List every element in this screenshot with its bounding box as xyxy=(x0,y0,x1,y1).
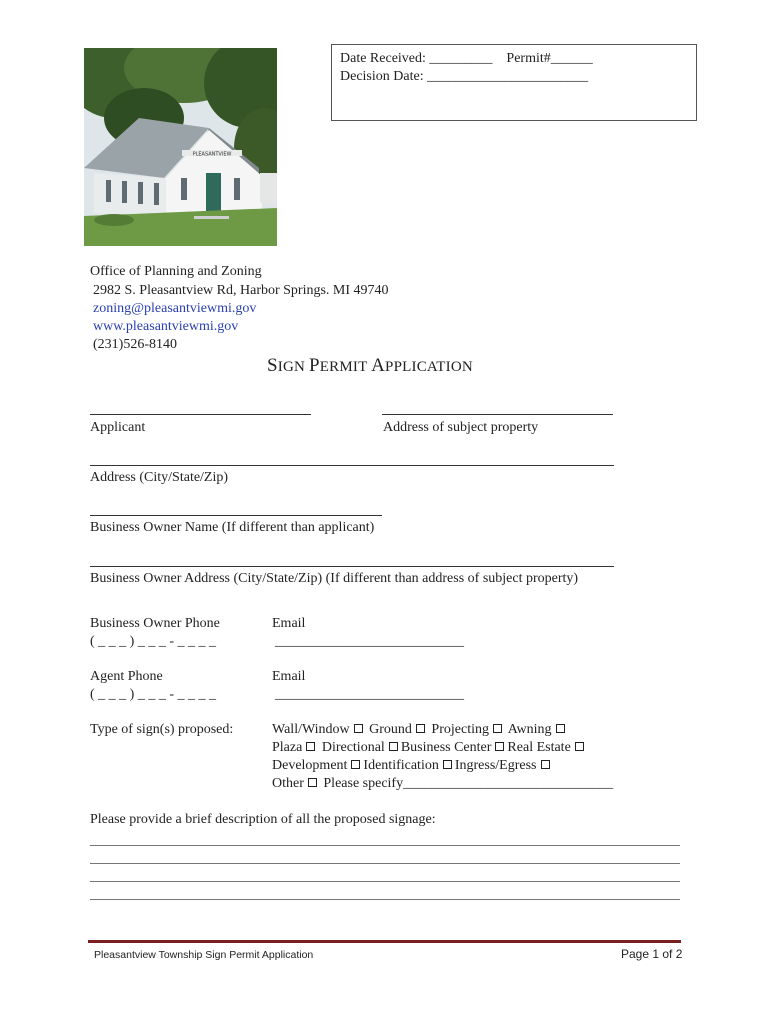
office-phone: (231)526-8140 xyxy=(93,337,177,352)
city-state-zip-input-line[interactable] xyxy=(90,465,614,466)
awning-checkbox[interactable] xyxy=(556,724,565,733)
sign-option-ingress-egress: Ingress/Egress xyxy=(454,758,537,773)
office-use-box xyxy=(331,44,697,121)
ingress-egress-checkbox[interactable] xyxy=(541,760,550,769)
footer-page-number: Page 1 of 2 xyxy=(621,947,683,961)
sign-option-ground: Ground xyxy=(369,722,412,737)
plaza-checkbox[interactable] xyxy=(306,742,315,751)
description-prompt: Please provide a brief description of all the proposed signage: xyxy=(90,812,436,827)
sign-type-label: Type of sign(s) proposed: xyxy=(90,722,234,737)
description-line-4[interactable] xyxy=(90,899,680,900)
other-checkbox[interactable] xyxy=(308,778,317,787)
sign-option-development: Development xyxy=(272,758,348,773)
sign-option-wall-window: Wall/Window xyxy=(272,722,350,737)
agent-phone-label: Agent Phone xyxy=(90,669,163,684)
decision-date-field[interactable]: Decision Date: _______________________ xyxy=(340,69,589,84)
directional-checkbox[interactable] xyxy=(389,742,398,751)
business-center-checkbox[interactable] xyxy=(495,742,504,751)
owner-email-field[interactable]: ___________________________ xyxy=(275,634,464,649)
page-title: SIGN PERMIT APPLICATION xyxy=(267,355,473,376)
please-specify-field[interactable]: Please specify______________________________ xyxy=(323,776,614,791)
owner-phone-field[interactable]: ( _ _ _ ) _ _ _ - _ _ _ _ xyxy=(90,634,216,649)
owner-name-input-line[interactable] xyxy=(90,515,382,516)
office-name: Office of Planning and Zoning xyxy=(90,264,262,279)
sign-option-other: Other xyxy=(272,776,304,791)
sign-type-row-1 xyxy=(272,722,568,738)
sign-option-identification: Identification xyxy=(363,758,439,773)
sign-type-row-2 xyxy=(272,740,587,756)
building-sign-text: PLEASANTVIEW xyxy=(192,151,232,158)
township-hall-photo xyxy=(84,48,277,246)
sign-option-real-estate: Real Estate xyxy=(507,740,571,755)
owner-address-label: Business Owner Address (City/State/Zip) (If different than address of subject property) xyxy=(90,571,579,586)
office-website-link[interactable]: www.pleasantviewmi.gov xyxy=(93,319,239,334)
development-checkbox[interactable] xyxy=(351,760,360,769)
real-estate-checkbox[interactable] xyxy=(575,742,584,751)
sign-option-plaza: Plaza xyxy=(272,740,303,755)
subject-address-input-line[interactable] xyxy=(382,414,613,415)
sign-option-business-center: Business Center xyxy=(400,740,492,755)
office-address: 2982 S. Pleasantview Rd, Harbor Springs. MI 49740 xyxy=(93,283,389,298)
applicant-label: Applicant xyxy=(90,420,146,435)
wall-window-checkbox[interactable] xyxy=(354,724,363,733)
agent-email-label: Email xyxy=(272,669,306,684)
office-email-link[interactable]: zoning@pleasantviewmi.gov xyxy=(93,301,257,316)
permit-number-field[interactable]: Permit#______ xyxy=(506,51,593,66)
sign-type-row-4 xyxy=(272,776,613,792)
identification-checkbox[interactable] xyxy=(443,760,452,769)
owner-name-label: Business Owner Name (If different than applicant) xyxy=(90,520,375,535)
applicant-input-line[interactable] xyxy=(90,414,311,415)
sign-type-row-3 xyxy=(272,758,553,774)
owner-phone-label: Business Owner Phone xyxy=(90,616,220,631)
owner-address-input-line[interactable] xyxy=(90,566,614,567)
projecting-checkbox[interactable] xyxy=(493,724,502,733)
agent-phone-field[interactable]: ( _ _ _ ) _ _ _ - _ _ _ _ xyxy=(90,687,216,702)
sign-option-awning: Awning xyxy=(507,722,552,737)
sign-option-directional: Directional xyxy=(321,740,385,755)
agent-email-field[interactable]: ___________________________ xyxy=(275,687,464,702)
city-state-zip-label: Address (City/State/Zip) xyxy=(90,470,229,485)
ground-checkbox[interactable] xyxy=(416,724,425,733)
description-line-3[interactable] xyxy=(90,881,680,882)
footer-document-title: Pleasantview Township Sign Permit Application xyxy=(94,949,314,961)
date-received-field[interactable]: Date Received: _________ xyxy=(340,51,493,66)
sign-option-projecting: Projecting xyxy=(431,722,489,737)
description-line-2[interactable] xyxy=(90,863,680,864)
subject-address-label: Address of subject property xyxy=(383,420,539,435)
owner-email-label: Email xyxy=(272,616,306,631)
description-line-1[interactable] xyxy=(90,845,680,846)
footer-rule xyxy=(88,940,681,943)
